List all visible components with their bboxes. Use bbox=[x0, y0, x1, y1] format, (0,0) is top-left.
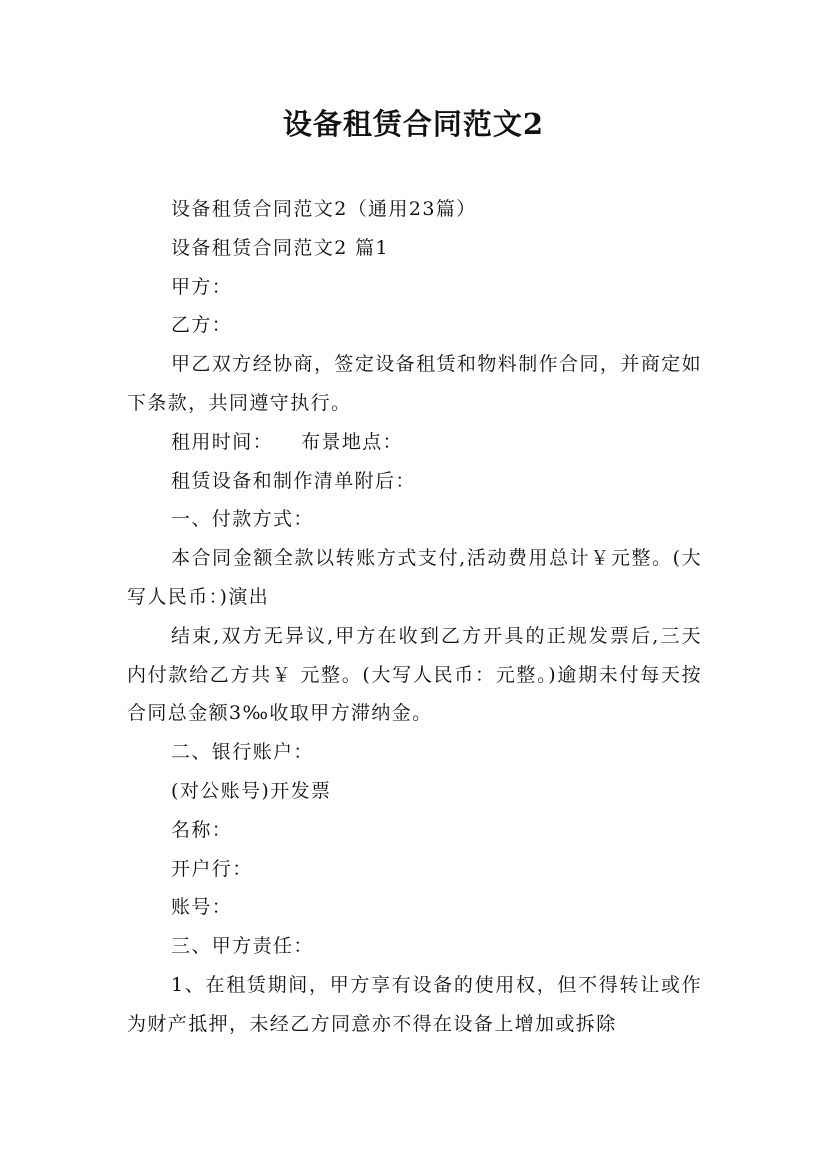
paragraph-party-a: 甲方： bbox=[171, 275, 233, 298]
paragraph-equipment-list: 租赁设备和制作清单附后： bbox=[171, 469, 416, 492]
paragraph-subtitle: 设备租赁合同范文2（通用23篇） bbox=[171, 198, 477, 220]
paragraph-party-b: 乙方： bbox=[171, 314, 233, 337]
location-label: 布景地点： bbox=[301, 430, 404, 453]
paragraph-bank-heading: 二、银行账户： bbox=[171, 741, 314, 764]
paragraph-payment-terms: 结束,双方无异议,甲方在收到乙方开具的正规发票后,三天内付款给乙方共￥ 元整。(大写人民币：元整。)逾期未付每天按合同总金额3‰收取甲方滞纳金。 bbox=[127, 624, 702, 725]
paragraph-party-a-duties-heading: 三、甲方责任： bbox=[171, 935, 314, 958]
paragraph-invoice: (对公账号)开发票 bbox=[171, 779, 332, 802]
paragraph-account-number: 账号： bbox=[171, 896, 233, 919]
paragraph-rent-time-location bbox=[127, 423, 702, 462]
document-body bbox=[127, 190, 702, 1044]
paragraph-duty-1: 1、在租赁期间，甲方享有设备的使用权，但不得转让或作为财产抵押，未经乙方同意亦不得在设备上增加或拆除 bbox=[127, 973, 702, 1035]
document-title: 设备租赁合同范文2 bbox=[282, 107, 545, 141]
paragraph-payment-heading: 一、付款方式： bbox=[171, 508, 314, 531]
paragraph-agreement: 甲乙双方经协商，签定设备租赁和物料制作合同，并商定如下条款，共同遵守执行。 bbox=[127, 353, 702, 414]
rent-time-label: 租用时间： bbox=[171, 430, 274, 453]
paragraph-bank-branch: 开户行： bbox=[171, 857, 253, 880]
paragraph-account-name: 名称： bbox=[171, 818, 233, 841]
paragraph-section-heading: 设备租赁合同范文2 篇1 bbox=[171, 236, 390, 259]
paragraph-payment-amount: 本合同金额全款以转账方式支付,活动费用总计￥元整。(大写人民币：)演出 bbox=[127, 547, 702, 608]
